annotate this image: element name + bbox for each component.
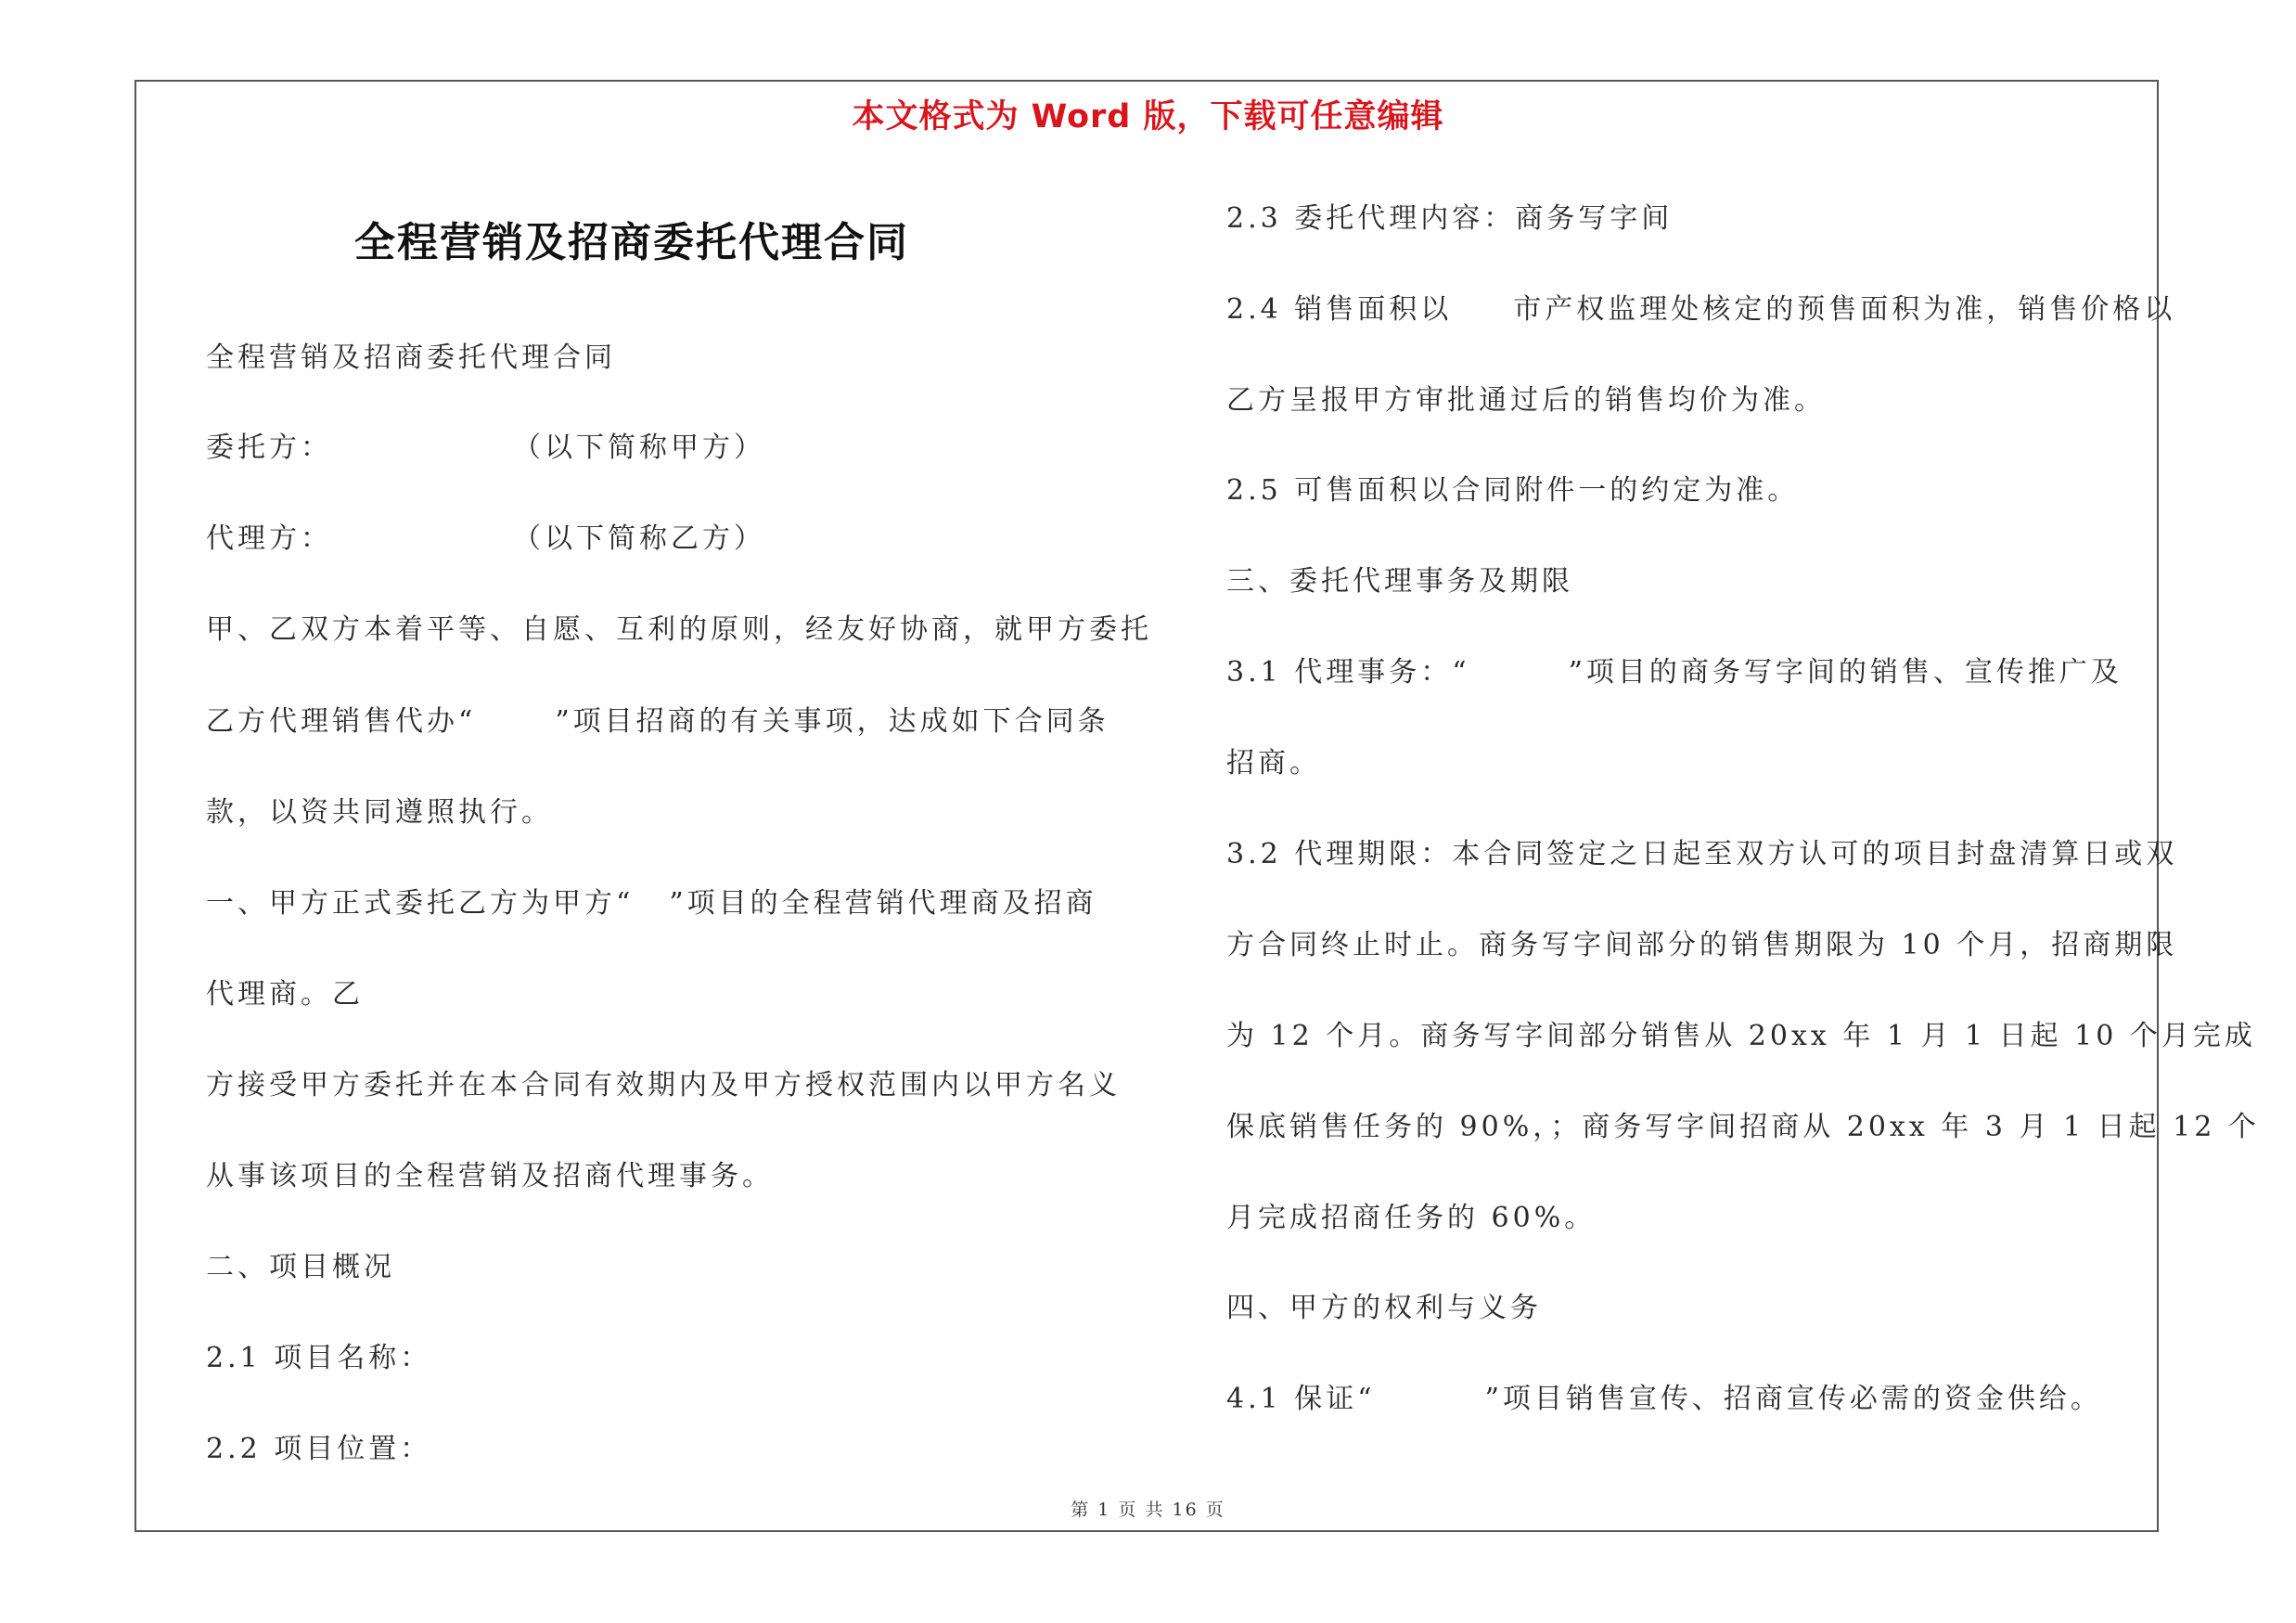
party-a-line	[206, 424, 765, 465]
body-line: 乙方代理销售代办“ ”项目招商的有关事项，达成如下合同条	[206, 705, 1110, 738]
body-line: 甲、乙双方本着平等、自愿、互利的原则，经友好协商，就甲方委托	[206, 613, 1152, 646]
body-line: 月完成招商任务的 60%。	[1226, 1202, 1597, 1234]
clause-line: 2.1 项目名称：	[206, 1342, 432, 1374]
section-heading: 三、委托代理事务及期限	[1226, 565, 1573, 598]
clause-line: 4.1 保证“ ”项目销售宣传、招商宣传必需的资金供给。	[1226, 1383, 2102, 1415]
body-line: 招商。	[1226, 747, 1321, 779]
party-a-note: （以下简称甲方）	[513, 432, 765, 464]
document-title: 全程营销及招商委托代理合同	[354, 219, 909, 266]
format-notice-banner: 本文格式为 Word 版，下载可任意编辑	[852, 98, 1444, 135]
body-line: 从事该项目的全程营销及招商代理事务。	[206, 1160, 774, 1192]
body-line: 为 12 个月。商务写字间部分销售从 20xx 年 1 月 1 日起 10 个月完成	[1226, 1020, 2256, 1052]
body-line: 款，以资共同遵照执行。	[206, 796, 553, 829]
clause-line: 3.1 代理事务：“ ”项目的商务写字间的销售、宣传推广及	[1226, 656, 2123, 689]
body-line: 保底销售任务的 90%，；商务写字间招商从 20xx 年 3 月 1 日起 12 个	[1226, 1111, 2260, 1143]
clause-line: 3.2 代理期限：本合同签定之日起至双方认可的项目封盘清算日或双	[1226, 838, 2178, 870]
body-line: 全程营销及招商委托代理合同	[206, 341, 616, 374]
clause-line: 2.4 销售面积以 市产权监理处核定的预售面积为准，销售价格以	[1226, 293, 2176, 326]
party-b-label: 代理方：	[206, 522, 332, 555]
page-number-footer: 第 1 页 共 16 页	[1071, 1500, 1225, 1520]
section-heading: 二、项目概况	[206, 1251, 395, 1283]
clause-line: 2.5 可售面积以合同附件一的约定为准。	[1226, 474, 1800, 507]
party-b-line	[206, 515, 765, 556]
body-line: 乙方呈报甲方审批通过后的销售均价为准。	[1226, 384, 1826, 417]
body-line: 方合同终止时止。商务写字间部分的销售期限为 10 个月，招商期限	[1226, 929, 2178, 961]
clause-line: 2.3 委托代理内容：商务写字间	[1226, 202, 1674, 235]
section-one-line: 一、甲方正式委托乙方为甲方“ ”项目的全程营销代理商及招商	[206, 887, 1097, 920]
party-b-note: （以下简称乙方）	[513, 522, 765, 555]
clause-line: 2.2 项目位置：	[206, 1433, 432, 1465]
section-heading: 四、甲方的权利与义务	[1226, 1292, 1542, 1324]
body-line: 方接受甲方委托并在本合同有效期内及甲方授权范围内以甲方名义	[206, 1069, 1121, 1101]
body-line: 代理商。乙	[206, 978, 364, 1011]
party-a-label: 委托方：	[206, 432, 332, 464]
